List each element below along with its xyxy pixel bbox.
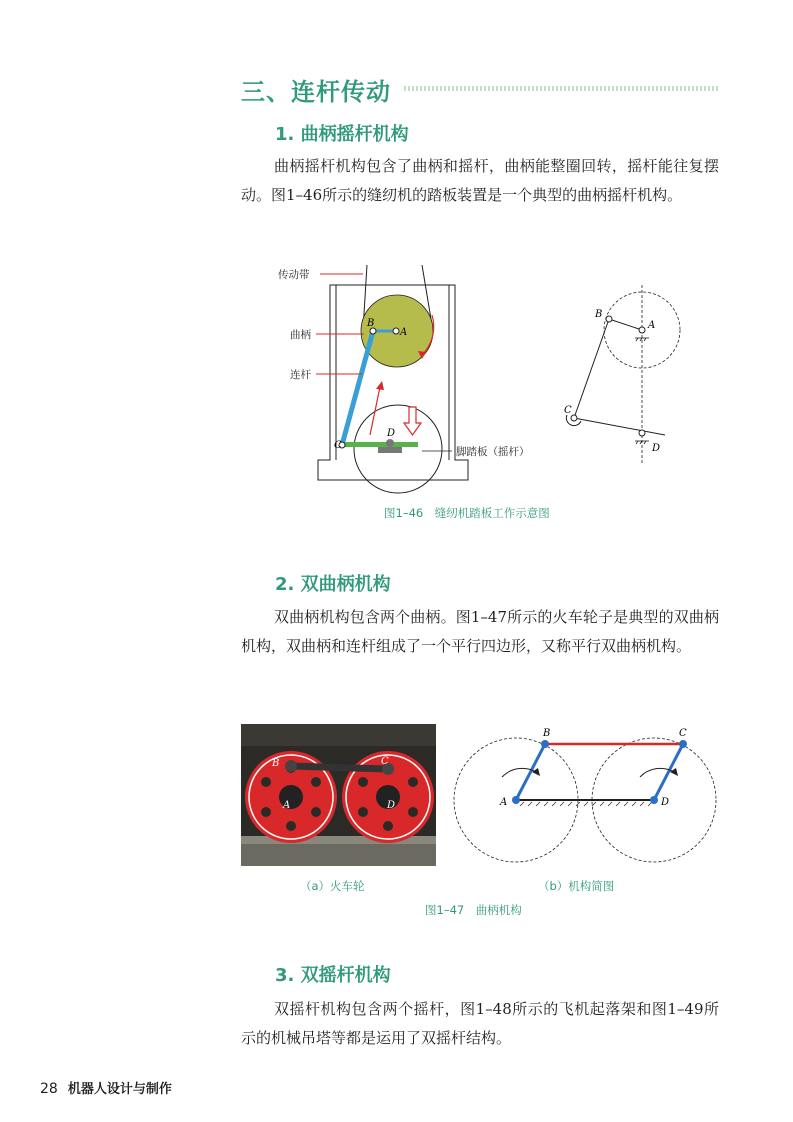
photo-point-c: C [381, 756, 389, 767]
figure-1-46 [270, 255, 710, 500]
kinematic-diagram [564, 285, 680, 465]
subsection-title-1: 1. 曲柄摇杆机构 [275, 124, 409, 145]
diagram-point-b: B [543, 728, 551, 739]
label-link: 连杆 [290, 369, 311, 381]
pedal [342, 442, 418, 447]
paragraph-3: 双摇杆机构包含两个摇杆，图1–48所示的飞机起落架和图1–49所示的机械吊塔等都是运用了双摇杆结构。 [241, 1000, 719, 1047]
figure-1-47b-caption: （b）机构简图 [538, 879, 615, 893]
label-belt: 传动带 [278, 269, 310, 281]
point-d: D [387, 428, 396, 439]
photo-point-a: A [283, 800, 291, 811]
photo-point-b: B [272, 758, 280, 769]
diagram-point-a: A [500, 797, 508, 808]
paragraph-1: 曲柄摇杆机构包含了曲柄和摇杆，曲柄能整圈回转，摇杆能往复摆动。图1–46所示的缝纫机的踏板装置是一个典型的曲柄摇杆机构。 [241, 157, 719, 204]
train-wheel-photo [241, 724, 436, 866]
diagram-point-c: C [679, 728, 687, 739]
crank-ab [516, 744, 545, 800]
figure-1-47-caption: 图1–47 曲柄机构 [425, 903, 522, 917]
mechanism-diagram [450, 722, 720, 870]
page-number: 28 [40, 1081, 58, 1097]
point-a: A [400, 327, 408, 338]
coupling-rod [291, 766, 388, 769]
kin-point-a: A [648, 320, 656, 331]
section-title-rule [404, 86, 718, 91]
book-title: 机器人设计与制作 [67, 1082, 172, 1097]
crank-cd [654, 744, 683, 800]
kin-point-c: C [564, 405, 572, 416]
point-b: B [367, 318, 375, 329]
point-c: C [334, 440, 342, 451]
figure-1-47a-caption: （a）火车轮 [300, 879, 365, 893]
label-crank: 曲柄 [290, 329, 311, 341]
photo-point-d: D [387, 800, 396, 811]
connecting-rod [342, 331, 373, 445]
paragraph-2: 双曲柄机构包含两个曲柄。图1–47所示的火车轮子是典型的双曲柄机构，双曲柄和连杆组成了一个平行四边形，又称平行双曲柄机构。 [241, 608, 719, 655]
label-pedal: 脚踏板（摇杆） [456, 446, 530, 458]
section-title: 三、连杆传动 [241, 78, 391, 106]
pedal-support [378, 447, 402, 453]
leader-lines [316, 274, 364, 374]
kin-point-b: B [595, 309, 603, 320]
kin-point-d: D [652, 443, 661, 454]
subsection-title-2: 2. 双曲柄机构 [275, 574, 391, 595]
page-footer [40, 1078, 172, 1097]
down-arrow [404, 407, 421, 435]
subsection-title-3: 3. 双摇杆机构 [275, 965, 391, 986]
diagram-point-d: D [661, 797, 670, 808]
figure-1-46-caption: 图1–46 缝纫机踏板工作示意图 [384, 506, 550, 520]
